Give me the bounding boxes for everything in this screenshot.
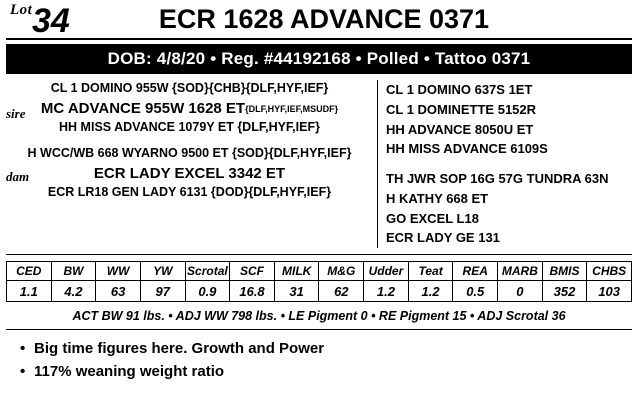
page-header [6, 0, 632, 40]
table-cell: 1.2 [408, 281, 453, 302]
sire-label: sire [6, 106, 26, 121]
table-row [7, 281, 632, 302]
column-header: Teat [408, 262, 453, 281]
lot-block [8, 0, 82, 40]
table-cell: 103 [587, 281, 632, 302]
sire-sire-line: CL 1 DOMINO 955W {SOD}{CHB}{DLF,HYF,IEF} [50, 81, 329, 95]
dam-main-line: ECR LADY EXCEL 3342 ET [93, 164, 286, 182]
bullet-icon: • [20, 363, 26, 381]
dam-dam-line: ECR LR18 GEN LADY 6131 {DOD}{DLF,HYF,IEF} [47, 184, 332, 199]
note-text: 117% weaning weight ratio [34, 363, 225, 381]
column-header: MARB [498, 262, 543, 281]
dam-block [6, 145, 373, 202]
list-item [20, 360, 632, 383]
epd-table [6, 261, 632, 302]
pedigree-line: CL 1 DOMINETTE 5152R [386, 101, 537, 117]
column-header: SCF [230, 262, 275, 281]
table-header-row [7, 262, 632, 281]
table-cell: 0 [498, 281, 543, 302]
table-cell: 62 [319, 281, 364, 302]
pedigree-line: HH ADVANCE 8050U ET [386, 121, 534, 137]
section-divider [6, 329, 632, 330]
table-cell: 352 [542, 281, 587, 302]
list-item [20, 337, 632, 360]
sire-main-line [6, 98, 373, 119]
table-cell: 0.5 [453, 281, 498, 302]
pedigree-line: HH MISS ADVANCE 6109S [386, 141, 548, 157]
animal-info-bar: DOB: 4/8/20 • Reg. #44192168 • Polled • Tattoo 0371 [6, 44, 632, 74]
column-header: MILK [274, 262, 319, 281]
pedigree-section [6, 80, 632, 248]
note-text: Big time figures here. Growth and Power [34, 340, 325, 357]
table-cell: 16.8 [230, 281, 275, 302]
dam-grandparents [386, 169, 632, 248]
column-header: REA [453, 262, 498, 281]
column-header: M&G [319, 262, 364, 281]
table-cell: 0.9 [185, 281, 230, 302]
sire-name: MC ADVANCE 955W 1628 ET [40, 99, 246, 117]
notes-list [6, 337, 632, 384]
column-header: WW [96, 262, 141, 281]
column-header: BMIS [542, 262, 587, 281]
dam-label: dam [6, 168, 30, 184]
section-divider [6, 254, 632, 255]
dam-sire-line: H WCC/WB 668 WYARNO 9500 ET {SOD}{DLF,HYF,IEF} [27, 145, 352, 160]
sire-name-codes: {DLF,HYF,IEF,MSUDF} [245, 103, 339, 114]
lot-number: 34 [32, 2, 70, 40]
sire-block [6, 80, 373, 137]
column-header: Scrotal [185, 262, 230, 281]
page-title: ECR 1628 ADVANCE 0371 [158, 3, 490, 34]
lot-label: Lot [10, 2, 33, 18]
table-cell: 1.2 [364, 281, 409, 302]
column-header: Udder [364, 262, 409, 281]
table-cell: 31 [274, 281, 319, 302]
column-header: CED [7, 262, 52, 281]
pedigree-line: TH JWR SOP 16G 57G TUNDRA 63N [386, 171, 609, 186]
bullet-icon: • [20, 340, 26, 357]
pedigree-left-column [6, 80, 378, 248]
pedigree-line: GO EXCEL L18 [386, 210, 479, 226]
pedigree-line: CL 1 DOMINO 637S 1ET [386, 82, 533, 97]
pedigree-line: H KATHY 668 ET [386, 190, 489, 206]
column-header: BW [51, 262, 96, 281]
measurements-line: ACT BW 91 lbs. • ADJ WW 798 lbs. • LE Pigment 0 • RE Pigment 15 • ADJ Scrotal 36 [72, 309, 566, 323]
table-cell: 63 [96, 281, 141, 302]
column-header: CHBS [587, 262, 632, 281]
table-cell: 1.1 [7, 281, 52, 302]
pedigree-line: ECR LADY GE 131 [386, 230, 500, 246]
table-cell: 4.2 [51, 281, 96, 302]
column-header: YW [140, 262, 185, 281]
sire-dam-line: HH MISS ADVANCE 1079Y ET {DLF,HYF,IEF} [59, 120, 320, 135]
pedigree-right-column [378, 80, 632, 248]
table-cell: 97 [140, 281, 185, 302]
sire-grandparents [386, 80, 632, 159]
